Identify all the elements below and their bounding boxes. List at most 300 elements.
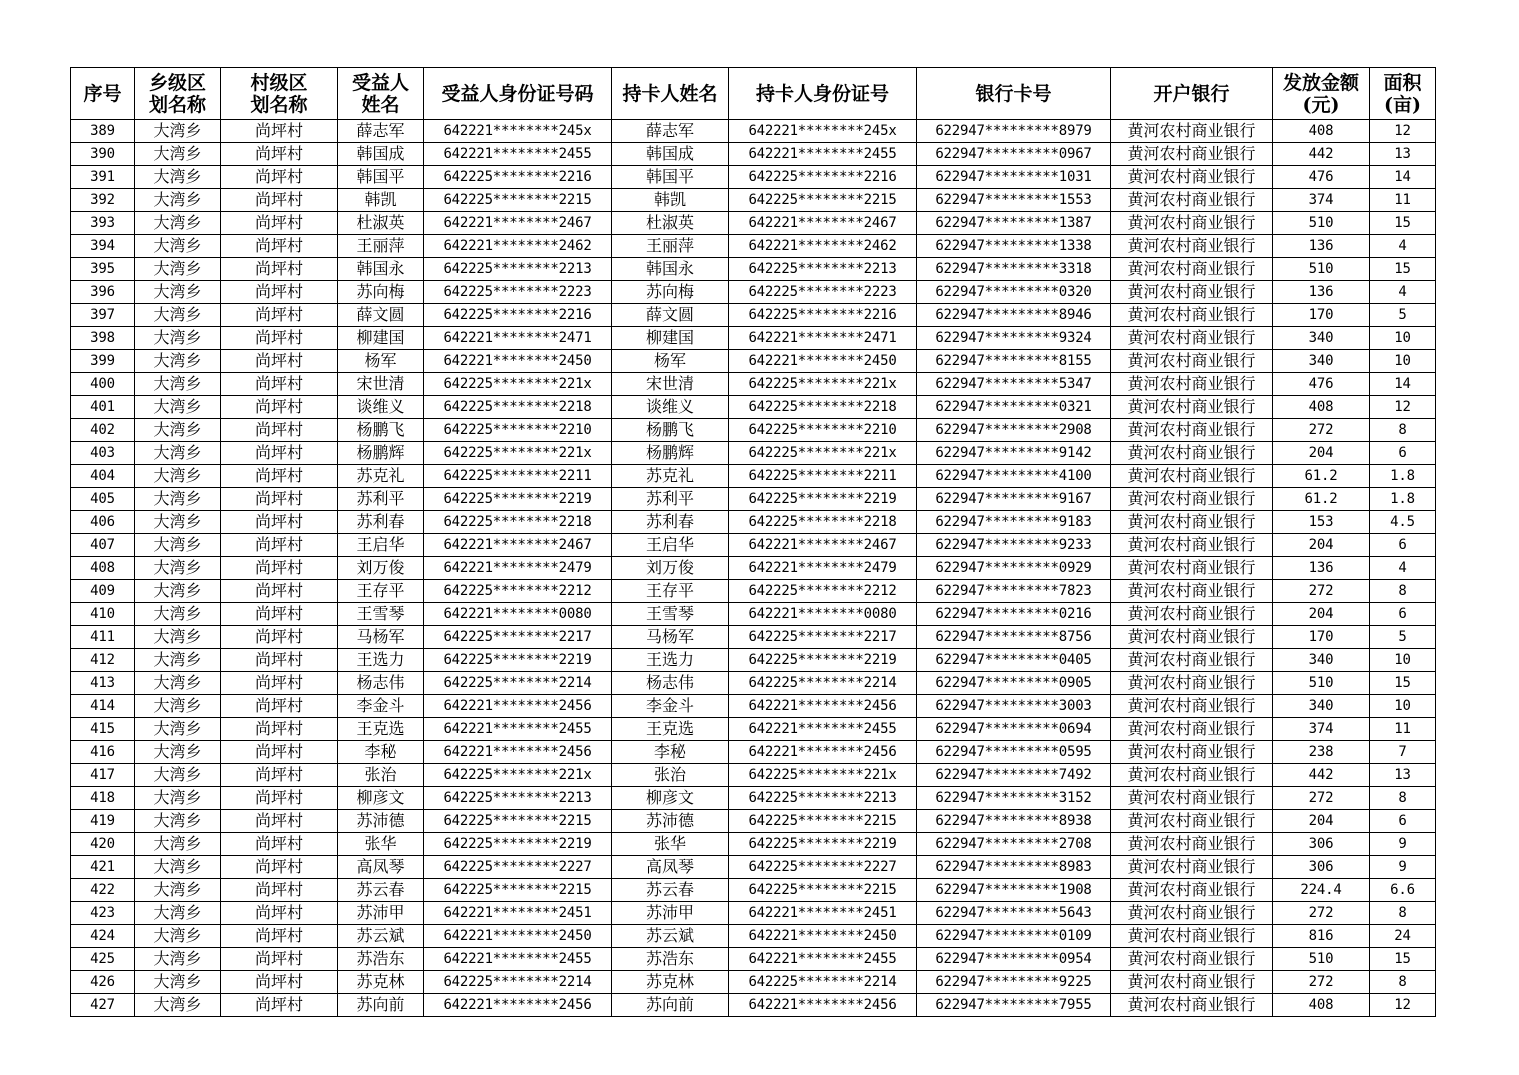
table-row: [71, 626, 1436, 649]
cell-beneficiary-id: 642221********2456: [424, 741, 612, 764]
cell-beneficiary-id: 642225********2212: [424, 580, 612, 603]
cell-amount: 374: [1273, 189, 1370, 212]
cell-amount: 272: [1273, 580, 1370, 603]
cell-bank: 黄河农村商业银行: [1111, 304, 1273, 327]
cell-bank: 黄河农村商业银行: [1111, 948, 1273, 971]
cell-cardholder-name: 谈维义: [612, 396, 729, 419]
cell-cardholder-id: 642225********2213: [729, 787, 917, 810]
header-text: 持卡人身份证号: [755, 82, 889, 105]
cell-cardholder-name: 杨军: [612, 350, 729, 373]
cell-serial: 423: [71, 902, 135, 925]
cell-beneficiary-id: 642225********2211: [424, 465, 612, 488]
cell-amount: 340: [1273, 327, 1370, 350]
subsidy-payment-table: [70, 67, 1436, 1017]
cell-amount: 272: [1273, 787, 1370, 810]
cell-bank: 黄河农村商业银行: [1111, 557, 1273, 580]
cell-bank: 黄河农村商业银行: [1111, 419, 1273, 442]
cell-village: 尚坪村: [221, 810, 338, 833]
cell-cardholder-name: 苏克礼: [612, 465, 729, 488]
cell-serial: 404: [71, 465, 135, 488]
table-row: [71, 764, 1436, 787]
cell-beneficiary-name: 王雪琴: [338, 603, 424, 626]
cell-bank-card: 622947*********0954: [917, 948, 1111, 971]
cell-cardholder-id: 642221********2479: [729, 557, 917, 580]
cell-village: 尚坪村: [221, 235, 338, 258]
cell-beneficiary-name: 杨鹏辉: [338, 442, 424, 465]
cell-amount: 272: [1273, 419, 1370, 442]
cell-beneficiary-name: 薛志军: [338, 120, 424, 143]
cell-beneficiary-id: 642221********2451: [424, 902, 612, 925]
cell-cardholder-id: 642225********2215: [729, 879, 917, 902]
cell-beneficiary-name: 张治: [338, 764, 424, 787]
cell-amount: 476: [1273, 166, 1370, 189]
cell-bank-card: 622947*********7492: [917, 764, 1111, 787]
cell-township: 大湾乡: [135, 580, 221, 603]
cell-area: 6: [1370, 603, 1436, 626]
cell-cardholder-id: 642225********2219: [729, 649, 917, 672]
cell-cardholder-id: 642225********2217: [729, 626, 917, 649]
cell-village: 尚坪村: [221, 465, 338, 488]
cell-beneficiary-id: 642225********2218: [424, 511, 612, 534]
cell-cardholder-name: 杨鹏辉: [612, 442, 729, 465]
cell-beneficiary-id: 642221********2450: [424, 350, 612, 373]
cell-beneficiary-id: 642225********2215: [424, 189, 612, 212]
cell-amount: 510: [1273, 212, 1370, 235]
cell-township: 大湾乡: [135, 189, 221, 212]
table-row: [71, 534, 1436, 557]
cell-township: 大湾乡: [135, 626, 221, 649]
cell-bank: 黄河农村商业银行: [1111, 166, 1273, 189]
cell-bank-card: 622947*********1031: [917, 166, 1111, 189]
cell-serial: 416: [71, 741, 135, 764]
table-row: [71, 511, 1436, 534]
cell-township: 大湾乡: [135, 488, 221, 511]
cell-cardholder-name: 王丽萍: [612, 235, 729, 258]
cell-area: 6: [1370, 810, 1436, 833]
cell-township: 大湾乡: [135, 373, 221, 396]
cell-beneficiary-name: 苏沛德: [338, 810, 424, 833]
cell-cardholder-name: 苏浩东: [612, 948, 729, 971]
table-row: [71, 787, 1436, 810]
cell-cardholder-id: 642225********2218: [729, 511, 917, 534]
col-header-beneficiary-name: [338, 68, 424, 120]
cell-area: 9: [1370, 856, 1436, 879]
cell-bank: 黄河农村商业银行: [1111, 695, 1273, 718]
cell-serial: 393: [71, 212, 135, 235]
table-row: [71, 235, 1436, 258]
cell-bank-card: 622947*********0109: [917, 925, 1111, 948]
cell-bank-card: 622947*********7955: [917, 994, 1111, 1017]
cell-amount: 272: [1273, 971, 1370, 994]
cell-bank-card: 622947*********3152: [917, 787, 1111, 810]
cell-bank: 黄河农村商业银行: [1111, 235, 1273, 258]
cell-serial: 426: [71, 971, 135, 994]
cell-bank-card: 622947*********2708: [917, 833, 1111, 856]
table-row: [71, 120, 1436, 143]
cell-cardholder-id: 642221********2456: [729, 695, 917, 718]
cell-village: 尚坪村: [221, 741, 338, 764]
col-header-cardholder-id: [729, 68, 917, 120]
table-row: [71, 649, 1436, 672]
cell-serial: 413: [71, 672, 135, 695]
header-text: 划名称: [250, 93, 308, 116]
table-row: [71, 304, 1436, 327]
cell-cardholder-id: 642225********2211: [729, 465, 917, 488]
cell-beneficiary-id: 642221********245x: [424, 120, 612, 143]
cell-beneficiary-id: 642225********2218: [424, 396, 612, 419]
cell-beneficiary-id: 642225********2213: [424, 787, 612, 810]
cell-bank-card: 622947*********8983: [917, 856, 1111, 879]
cell-cardholder-name: 高凤琴: [612, 856, 729, 879]
cell-amount: 306: [1273, 833, 1370, 856]
cell-serial: 402: [71, 419, 135, 442]
cell-amount: 816: [1273, 925, 1370, 948]
cell-township: 大湾乡: [135, 212, 221, 235]
cell-cardholder-id: 642221********2455: [729, 143, 917, 166]
cell-beneficiary-id: 642225********2215: [424, 879, 612, 902]
cell-village: 尚坪村: [221, 557, 338, 580]
cell-township: 大湾乡: [135, 304, 221, 327]
cell-village: 尚坪村: [221, 856, 338, 879]
cell-cardholder-id: 642221********2450: [729, 925, 917, 948]
cell-cardholder-id: 642221********2456: [729, 994, 917, 1017]
cell-serial: 405: [71, 488, 135, 511]
cell-serial: 389: [71, 120, 135, 143]
cell-cardholder-id: 642225********221x: [729, 442, 917, 465]
cell-area: 10: [1370, 695, 1436, 718]
cell-serial: 415: [71, 718, 135, 741]
table-row: [71, 350, 1436, 373]
cell-village: 尚坪村: [221, 212, 338, 235]
cell-amount: 306: [1273, 856, 1370, 879]
cell-cardholder-name: 韩国成: [612, 143, 729, 166]
cell-township: 大湾乡: [135, 649, 221, 672]
header-text: 受益人: [351, 71, 409, 94]
cell-township: 大湾乡: [135, 787, 221, 810]
col-header-township: [135, 68, 221, 120]
cell-township: 大湾乡: [135, 258, 221, 281]
cell-village: 尚坪村: [221, 304, 338, 327]
cell-township: 大湾乡: [135, 120, 221, 143]
cell-village: 尚坪村: [221, 695, 338, 718]
col-header-serial: [71, 68, 135, 120]
cell-area: 24: [1370, 925, 1436, 948]
cell-beneficiary-id: 642221********2450: [424, 925, 612, 948]
cell-amount: 61.2: [1273, 465, 1370, 488]
cell-bank-card: 622947*********0405: [917, 649, 1111, 672]
header-text: 受益人身份证号码: [441, 82, 594, 105]
header-text: 村级区: [250, 71, 308, 94]
cell-cardholder-name: 王存平: [612, 580, 729, 603]
cell-serial: 417: [71, 764, 135, 787]
cell-area: 12: [1370, 994, 1436, 1017]
table-row: [71, 488, 1436, 511]
cell-township: 大湾乡: [135, 281, 221, 304]
cell-serial: 422: [71, 879, 135, 902]
cell-cardholder-name: 柳彦文: [612, 787, 729, 810]
cell-area: 15: [1370, 672, 1436, 695]
table-body: [71, 120, 1436, 1017]
cell-cardholder-id: 642225********221x: [729, 764, 917, 787]
cell-cardholder-id: 642225********2214: [729, 971, 917, 994]
cell-beneficiary-name: 王存平: [338, 580, 424, 603]
table-row: [71, 603, 1436, 626]
cell-cardholder-id: 642225********221x: [729, 373, 917, 396]
cell-bank-card: 622947*********9183: [917, 511, 1111, 534]
cell-cardholder-name: 柳建国: [612, 327, 729, 350]
cell-serial: 394: [71, 235, 135, 258]
cell-village: 尚坪村: [221, 764, 338, 787]
cell-amount: 340: [1273, 649, 1370, 672]
cell-bank-card: 622947*********9142: [917, 442, 1111, 465]
cell-village: 尚坪村: [221, 327, 338, 350]
table-row: [71, 373, 1436, 396]
col-header-village: [221, 68, 338, 120]
header-text: 划名称: [148, 93, 206, 116]
table-row: [71, 258, 1436, 281]
cell-cardholder-name: 张华: [612, 833, 729, 856]
cell-village: 尚坪村: [221, 787, 338, 810]
cell-beneficiary-name: 杜淑英: [338, 212, 424, 235]
cell-beneficiary-id: 642221********2455: [424, 143, 612, 166]
cell-beneficiary-name: 王启华: [338, 534, 424, 557]
cell-cardholder-name: 苏向前: [612, 994, 729, 1017]
cell-serial: 408: [71, 557, 135, 580]
col-header-bank-card: [917, 68, 1111, 120]
cell-township: 大湾乡: [135, 902, 221, 925]
cell-area: 6: [1370, 534, 1436, 557]
cell-bank: 黄河农村商业银行: [1111, 787, 1273, 810]
cell-beneficiary-name: 苏克林: [338, 971, 424, 994]
cell-serial: 427: [71, 994, 135, 1017]
cell-village: 尚坪村: [221, 902, 338, 925]
cell-bank-card: 622947*********0905: [917, 672, 1111, 695]
cell-beneficiary-id: 642225********2214: [424, 971, 612, 994]
cell-township: 大湾乡: [135, 764, 221, 787]
table-row: [71, 212, 1436, 235]
cell-beneficiary-id: 642221********2462: [424, 235, 612, 258]
cell-beneficiary-name: 韩国成: [338, 143, 424, 166]
table-row: [71, 189, 1436, 212]
cell-cardholder-id: 642225********2214: [729, 672, 917, 695]
cell-beneficiary-name: 王克选: [338, 718, 424, 741]
cell-beneficiary-name: 韩国平: [338, 166, 424, 189]
table-row: [71, 925, 1436, 948]
cell-bank: 黄河农村商业银行: [1111, 810, 1273, 833]
cell-village: 尚坪村: [221, 994, 338, 1017]
cell-township: 大湾乡: [135, 718, 221, 741]
table-row: [71, 557, 1436, 580]
cell-beneficiary-id: 642225********221x: [424, 764, 612, 787]
cell-beneficiary-name: 杨军: [338, 350, 424, 373]
cell-cardholder-id: 642225********2210: [729, 419, 917, 442]
cell-area: 6: [1370, 442, 1436, 465]
cell-bank: 黄河农村商业银行: [1111, 327, 1273, 350]
header-text: 开户银行: [1153, 82, 1230, 105]
col-header-amount: [1273, 68, 1370, 120]
cell-serial: 414: [71, 695, 135, 718]
cell-serial: 421: [71, 856, 135, 879]
cell-amount: 510: [1273, 258, 1370, 281]
cell-bank: 黄河农村商业银行: [1111, 189, 1273, 212]
cell-village: 尚坪村: [221, 603, 338, 626]
cell-bank: 黄河农村商业银行: [1111, 212, 1273, 235]
cell-township: 大湾乡: [135, 143, 221, 166]
cell-amount: 153: [1273, 511, 1370, 534]
cell-cardholder-id: 642225********2219: [729, 488, 917, 511]
cell-bank: 黄河农村商业银行: [1111, 626, 1273, 649]
cell-amount: 442: [1273, 143, 1370, 166]
cell-bank-card: 622947*********7823: [917, 580, 1111, 603]
cell-township: 大湾乡: [135, 810, 221, 833]
cell-beneficiary-id: 642225********2219: [424, 833, 612, 856]
cell-bank-card: 622947*********8938: [917, 810, 1111, 833]
cell-village: 尚坪村: [221, 511, 338, 534]
cell-cardholder-id: 642221********2462: [729, 235, 917, 258]
cell-area: 12: [1370, 120, 1436, 143]
cell-bank-card: 622947*********0320: [917, 281, 1111, 304]
cell-bank-card: 622947*********3003: [917, 695, 1111, 718]
cell-bank: 黄河农村商业银行: [1111, 258, 1273, 281]
cell-bank-card: 622947*********4100: [917, 465, 1111, 488]
cell-village: 尚坪村: [221, 488, 338, 511]
header-text: 乡级区: [148, 71, 206, 94]
cell-serial: 397: [71, 304, 135, 327]
cell-township: 大湾乡: [135, 603, 221, 626]
cell-serial: 419: [71, 810, 135, 833]
cell-bank-card: 622947*********8946: [917, 304, 1111, 327]
cell-village: 尚坪村: [221, 879, 338, 902]
cell-serial: 412: [71, 649, 135, 672]
header-text: (元): [1302, 93, 1340, 116]
cell-bank-card: 622947*********9324: [917, 327, 1111, 350]
cell-bank: 黄河农村商业银行: [1111, 465, 1273, 488]
cell-bank: 黄河农村商业银行: [1111, 603, 1273, 626]
cell-cardholder-name: 韩国平: [612, 166, 729, 189]
table-header-row: [71, 68, 1436, 120]
cell-amount: 204: [1273, 603, 1370, 626]
table-row: [71, 718, 1436, 741]
cell-village: 尚坪村: [221, 120, 338, 143]
cell-beneficiary-name: 苏利平: [338, 488, 424, 511]
cell-bank: 黄河农村商业银行: [1111, 281, 1273, 304]
cell-area: 7: [1370, 741, 1436, 764]
cell-cardholder-id: 642225********2213: [729, 258, 917, 281]
cell-area: 8: [1370, 419, 1436, 442]
cell-village: 尚坪村: [221, 281, 338, 304]
cell-cardholder-name: 杜淑英: [612, 212, 729, 235]
cell-township: 大湾乡: [135, 879, 221, 902]
cell-village: 尚坪村: [221, 373, 338, 396]
cell-bank: 黄河农村商业银行: [1111, 488, 1273, 511]
cell-beneficiary-name: 杨鹏飞: [338, 419, 424, 442]
table-row: [71, 580, 1436, 603]
cell-village: 尚坪村: [221, 649, 338, 672]
cell-cardholder-name: 王克选: [612, 718, 729, 741]
cell-bank: 黄河农村商业银行: [1111, 511, 1273, 534]
cell-amount: 510: [1273, 672, 1370, 695]
cell-bank: 黄河农村商业银行: [1111, 718, 1273, 741]
cell-village: 尚坪村: [221, 718, 338, 741]
cell-bank: 黄河农村商业银行: [1111, 350, 1273, 373]
cell-cardholder-id: 642225********2219: [729, 833, 917, 856]
cell-amount: 204: [1273, 442, 1370, 465]
cell-serial: 396: [71, 281, 135, 304]
cell-amount: 408: [1273, 120, 1370, 143]
cell-beneficiary-id: 642221********0080: [424, 603, 612, 626]
cell-cardholder-id: 642225********2227: [729, 856, 917, 879]
cell-amount: 408: [1273, 396, 1370, 419]
cell-amount: 204: [1273, 810, 1370, 833]
header-text: 银行卡号: [975, 82, 1052, 105]
cell-amount: 136: [1273, 557, 1370, 580]
cell-cardholder-id: 642221********2456: [729, 741, 917, 764]
cell-bank-card: 622947*********8155: [917, 350, 1111, 373]
cell-serial: 395: [71, 258, 135, 281]
cell-amount: 224.4: [1273, 879, 1370, 902]
table-row: [71, 419, 1436, 442]
cell-bank: 黄河农村商业银行: [1111, 373, 1273, 396]
cell-amount: 442: [1273, 764, 1370, 787]
cell-cardholder-name: 苏云春: [612, 879, 729, 902]
table-row: [71, 327, 1436, 350]
cell-cardholder-id: 642221********2471: [729, 327, 917, 350]
cell-beneficiary-id: 642221********2471: [424, 327, 612, 350]
cell-serial: 398: [71, 327, 135, 350]
cell-beneficiary-name: 柳彦文: [338, 787, 424, 810]
cell-area: 6.6: [1370, 879, 1436, 902]
cell-village: 尚坪村: [221, 833, 338, 856]
cell-area: 10: [1370, 327, 1436, 350]
cell-beneficiary-id: 642225********2210: [424, 419, 612, 442]
cell-cardholder-id: 642221********0080: [729, 603, 917, 626]
cell-bank: 黄河农村商业银行: [1111, 580, 1273, 603]
table-row: [71, 879, 1436, 902]
cell-amount: 136: [1273, 235, 1370, 258]
cell-bank: 黄河农村商业银行: [1111, 396, 1273, 419]
col-header-beneficiary-id: [424, 68, 612, 120]
cell-area: 15: [1370, 948, 1436, 971]
cell-bank: 黄河农村商业银行: [1111, 994, 1273, 1017]
cell-beneficiary-id: 642225********221x: [424, 442, 612, 465]
cell-cardholder-id: 642221********2455: [729, 948, 917, 971]
cell-cardholder-name: 韩国永: [612, 258, 729, 281]
cell-village: 尚坪村: [221, 580, 338, 603]
cell-cardholder-name: 王雪琴: [612, 603, 729, 626]
cell-serial: 399: [71, 350, 135, 373]
cell-bank-card: 622947*********5643: [917, 902, 1111, 925]
cell-amount: 170: [1273, 304, 1370, 327]
header-text: 序号: [83, 82, 122, 105]
cell-bank-card: 622947*********0595: [917, 741, 1111, 764]
cell-bank-card: 622947*********1553: [917, 189, 1111, 212]
cell-cardholder-id: 642225********2212: [729, 580, 917, 603]
cell-township: 大湾乡: [135, 419, 221, 442]
cell-cardholder-name: 张治: [612, 764, 729, 787]
table-row: [71, 442, 1436, 465]
cell-beneficiary-id: 642225********221x: [424, 373, 612, 396]
cell-amount: 408: [1273, 994, 1370, 1017]
col-header-cardholder-name: [612, 68, 729, 120]
cell-township: 大湾乡: [135, 741, 221, 764]
cell-bank: 黄河农村商业银行: [1111, 902, 1273, 925]
cell-cardholder-id: 642225********2216: [729, 304, 917, 327]
cell-beneficiary-id: 642225********2213: [424, 258, 612, 281]
cell-beneficiary-id: 642221********2455: [424, 948, 612, 971]
cell-cardholder-id: 642221********2451: [729, 902, 917, 925]
cell-beneficiary-name: 高凤琴: [338, 856, 424, 879]
cell-bank-card: 622947*********0967: [917, 143, 1111, 166]
